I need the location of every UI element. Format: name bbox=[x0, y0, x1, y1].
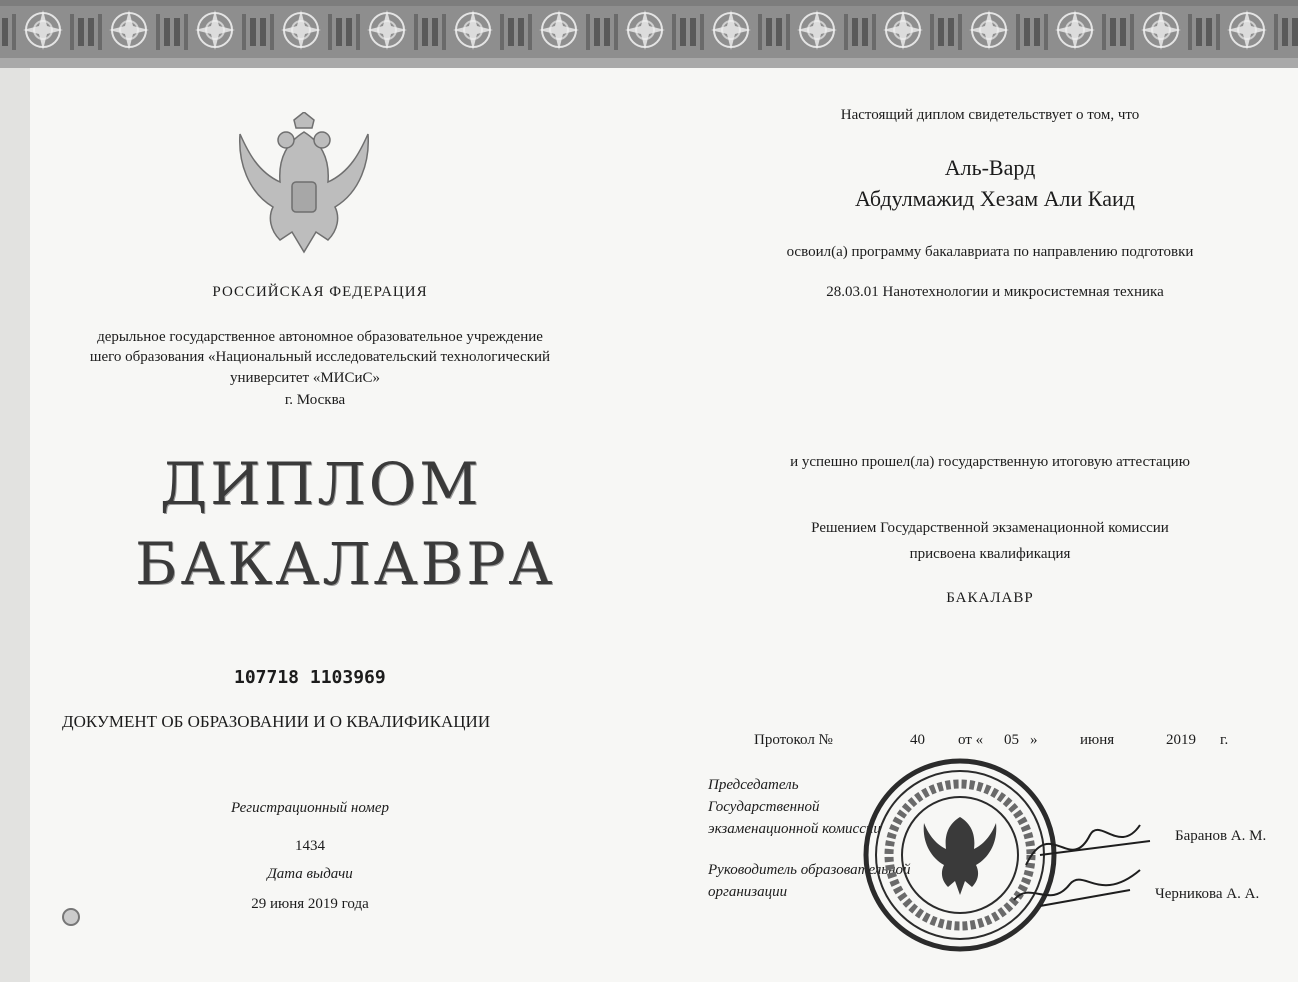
diploma-title-line-2: БАКАЛАВРА bbox=[135, 530, 556, 598]
chair-title-line-2: Государственной bbox=[708, 799, 820, 815]
institution-line-1: дерыльное государственное автономное образовательное учреждение bbox=[97, 329, 543, 345]
institution-city: г. Москва bbox=[284, 392, 346, 408]
serial-number: 107718 1103969 bbox=[234, 667, 386, 688]
graduate-surname: Аль-Вард bbox=[944, 155, 1036, 180]
country-name: РОССИЙСКАЯ ФЕДЕРАЦИЯ bbox=[212, 284, 428, 300]
protocol-month: июня bbox=[1080, 732, 1115, 748]
program-name: 28.03.01 Нанотехнологии и микросистемная техника bbox=[826, 284, 1164, 300]
institution-line-3: университет «МИСиС» bbox=[229, 370, 381, 386]
protocol-from: от « bbox=[958, 732, 984, 748]
chair-title-line-1: Председатель bbox=[708, 777, 799, 793]
scan-edge bbox=[0, 68, 30, 982]
protocol-close: » bbox=[1030, 732, 1038, 748]
registration-number: 1434 bbox=[295, 838, 325, 854]
graduate-given-names: Абдулмажид Хезам Али Каид bbox=[855, 186, 1135, 211]
hole-punch-mark bbox=[62, 908, 80, 926]
head-name: Черникова А. А. bbox=[1155, 886, 1260, 902]
institution-line-2: шего образования «Национальный исследовательский технологический bbox=[89, 349, 551, 365]
qualification: БАКАЛАВР bbox=[946, 590, 1034, 606]
protocol-label: Протокол № bbox=[754, 732, 833, 748]
ornamental-banner bbox=[0, 0, 1298, 68]
protocol-day: 05 bbox=[1004, 732, 1019, 748]
document-type: ДОКУМЕНТ ОБ ОБРАЗОВАНИИ И О КВАЛИФИКАЦИИ bbox=[62, 712, 491, 731]
double-headed-eagle-emblem bbox=[228, 112, 380, 262]
chair-title-line-3: экзаменационной комиссии bbox=[708, 821, 881, 837]
head-signature bbox=[1010, 860, 1150, 920]
protocol-suffix: г. bbox=[1220, 732, 1229, 748]
protocol-year: 2019 bbox=[1166, 732, 1196, 748]
decision-line-1: Решением Государственной экзаменационной комиссии bbox=[811, 520, 1169, 536]
diploma-title-line-1: ДИПЛОМ bbox=[160, 450, 482, 518]
registration-number-label: Регистрационный номер bbox=[230, 800, 389, 816]
protocol-number: 40 bbox=[910, 732, 925, 748]
head-title-line-1: Руководитель образовательной bbox=[708, 862, 911, 878]
issue-date: 29 июня 2019 года bbox=[251, 896, 369, 912]
certifies-line: Настоящий диплом свидетельствует о том, что bbox=[840, 107, 1140, 123]
chair-name: Баранов А. М. bbox=[1175, 828, 1267, 844]
program-line: освоил(а) программу бакалавриата по направлению подготовки bbox=[786, 244, 1194, 260]
issue-date-label: Дата выдачи bbox=[267, 866, 353, 882]
banner-ornament bbox=[0, 0, 1298, 68]
decision-line-2: присвоена квалификация bbox=[909, 546, 1071, 562]
head-title-line-2: организации bbox=[708, 884, 788, 900]
attestation-line: и успешно прошел(ла) государственную итоговую аттестацию bbox=[790, 454, 1190, 470]
